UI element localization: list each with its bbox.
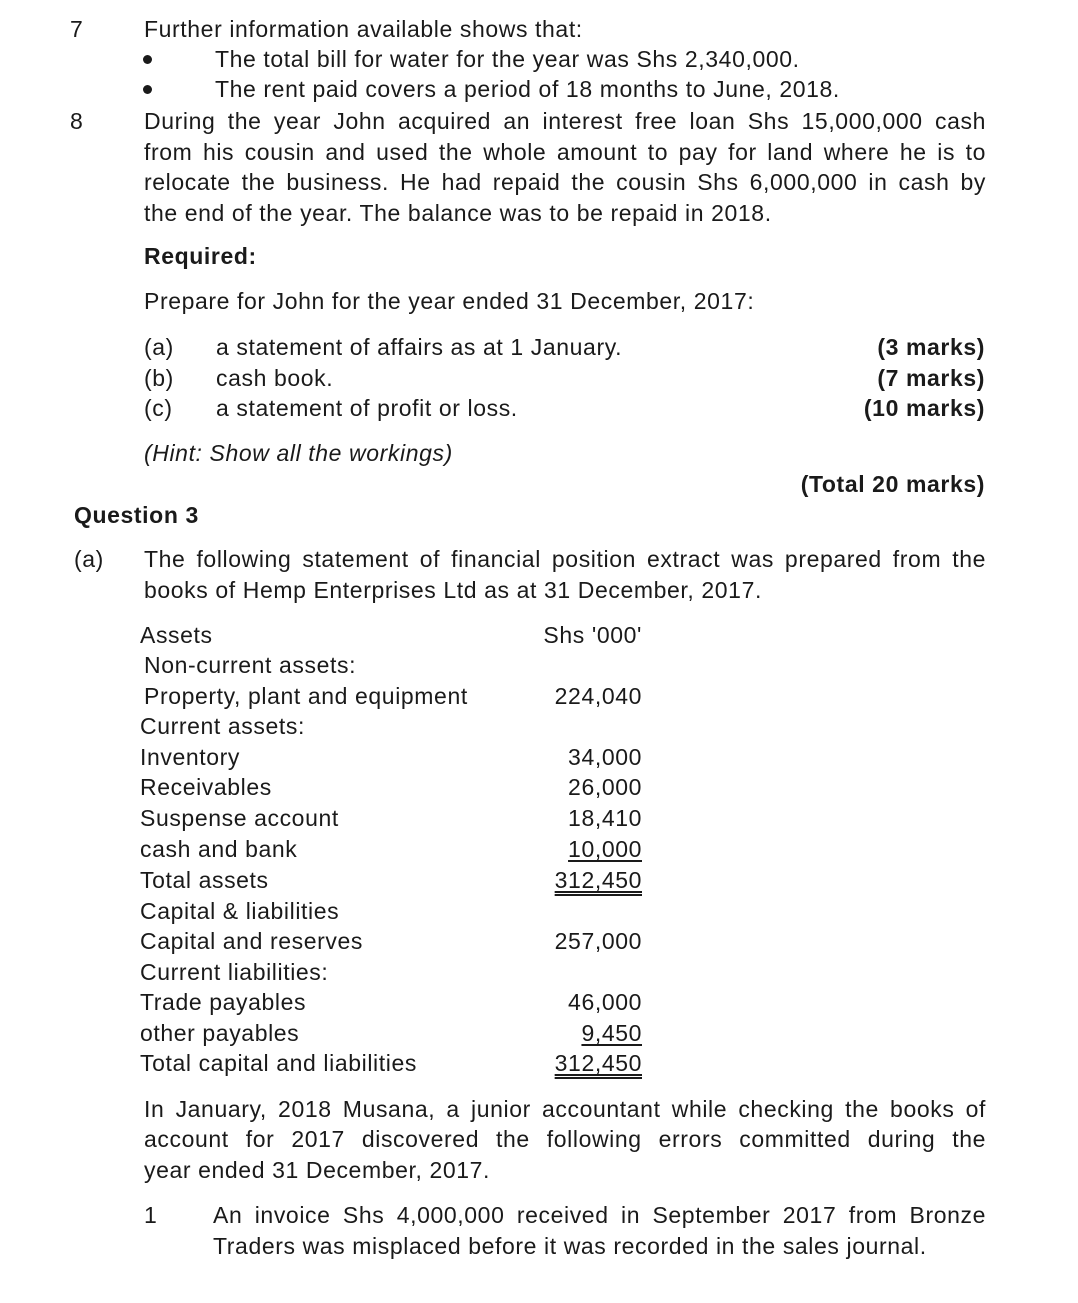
table-row-label: Current liabilities: bbox=[140, 959, 329, 985]
bullet-text: The total bill for water for the year was Shs 2,340,000. bbox=[215, 46, 800, 72]
table-row-value: 224,040 bbox=[554, 683, 642, 709]
item-7-text: Further information available shows that: bbox=[144, 16, 583, 42]
part-text: a statement of affairs as at 1 January. bbox=[216, 334, 623, 360]
question-intro-line: books of Hemp Enterprises Ltd as at 31 December, 2017. bbox=[144, 577, 762, 603]
table-row-label: Receivables bbox=[140, 774, 272, 800]
table-row-label: Capital and reserves bbox=[140, 928, 363, 954]
bullet-icon bbox=[143, 55, 152, 64]
part-label: (c) bbox=[144, 395, 173, 421]
table-row-value: 312,450 bbox=[554, 1050, 642, 1076]
table-row-value: 26,000 bbox=[568, 774, 642, 800]
part-label: (a) bbox=[144, 334, 174, 360]
table-row-value: 312,450 bbox=[554, 867, 642, 893]
table-col-label-header: Assets bbox=[140, 622, 213, 648]
required-intro: Prepare for John for the year ended 31 December, 2017: bbox=[144, 288, 755, 314]
total-marks: (Total 20 marks) bbox=[800, 471, 985, 497]
table-row-label: other payables bbox=[140, 1020, 300, 1046]
table-row-value: 18,410 bbox=[568, 805, 642, 831]
table-row-label: Trade payables bbox=[140, 989, 307, 1015]
item-8-line: the end of the year. The balance was to be repaid in 2018. bbox=[144, 200, 772, 226]
part-label: (b) bbox=[144, 365, 174, 391]
table-row-label: Suspense account bbox=[140, 805, 339, 831]
table-row-value: 34,000 bbox=[568, 744, 642, 770]
errors-intro-line: account for 2017 discovered the following errors committed during the bbox=[144, 1126, 986, 1152]
table-row-label: Current assets: bbox=[140, 713, 305, 739]
table-row-value: 257,000 bbox=[554, 928, 642, 954]
table-row-label: Non-current assets: bbox=[144, 652, 357, 678]
item-number-8: 8 bbox=[70, 108, 84, 134]
required-heading: Required: bbox=[144, 243, 257, 269]
part-text: cash book. bbox=[216, 365, 334, 391]
errors-intro-line: In January, 2018 Musana, a junior accountant while checking the books of bbox=[144, 1096, 986, 1122]
table-row-value: 9,450 bbox=[581, 1020, 642, 1046]
question-heading: Question 3 bbox=[74, 502, 199, 528]
table-row-value: 46,000 bbox=[568, 989, 642, 1015]
table-row-label: Property, plant and equipment bbox=[144, 683, 468, 709]
part-text: a statement of profit or loss. bbox=[216, 395, 518, 421]
error-number: 1 bbox=[144, 1202, 158, 1228]
error-line: Traders was misplaced before it was recorded in the sales journal. bbox=[213, 1233, 927, 1259]
table-row-label: Inventory bbox=[140, 744, 241, 770]
table-col-value-header: Shs '000' bbox=[543, 622, 642, 648]
table-row-label: Capital & liabilities bbox=[140, 898, 340, 924]
error-line: An invoice Shs 4,000,000 received in September 2017 from Bronze bbox=[213, 1202, 986, 1228]
hint-text: (Hint: Show all the workings) bbox=[144, 440, 453, 466]
bullet-icon bbox=[143, 85, 152, 94]
item-8-line: from his cousin and used the whole amount to pay for land where he is to bbox=[144, 139, 986, 165]
item-number-7: 7 bbox=[70, 16, 84, 42]
table-row-label: Total assets bbox=[140, 867, 269, 893]
part-marks: (10 marks) bbox=[863, 395, 985, 421]
question-part-label: (a) bbox=[74, 546, 104, 572]
item-8-line: During the year John acquired an interest free loan Shs 15,000,000 cash bbox=[144, 108, 986, 134]
bullet-text: The rent paid covers a period of 18 months to June, 2018. bbox=[215, 76, 840, 102]
errors-intro-line: year ended 31 December, 2017. bbox=[144, 1157, 491, 1183]
table-row-label: cash and bank bbox=[140, 836, 298, 862]
table-row-label: Total capital and liabilities bbox=[140, 1050, 417, 1076]
item-8-line: relocate the business. He had repaid the cousin Shs 6,000,000 in cash by bbox=[144, 169, 986, 195]
part-marks: (3 marks) bbox=[877, 334, 985, 360]
question-intro-line: The following statement of financial position extract was prepared from the bbox=[144, 546, 986, 572]
table-row-value: 10,000 bbox=[568, 836, 642, 862]
part-marks: (7 marks) bbox=[877, 365, 985, 391]
